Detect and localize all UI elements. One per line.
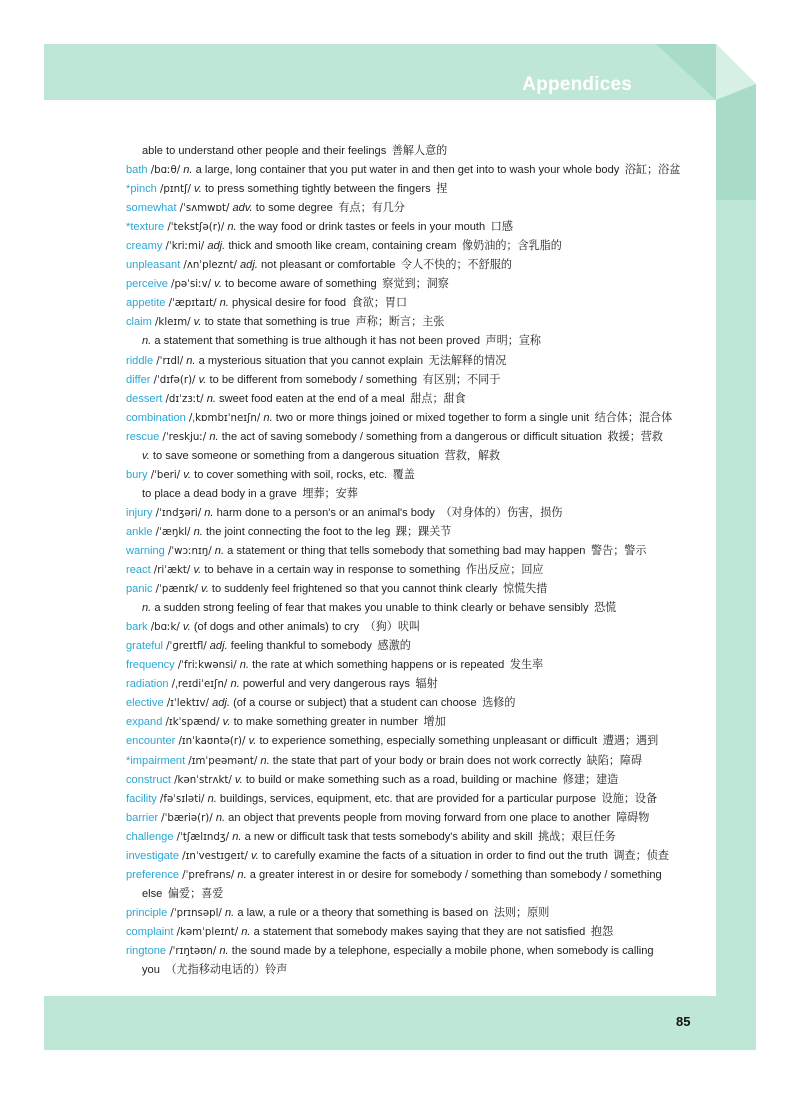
glossary-entry	[126, 218, 716, 237]
entry-word: complaint	[126, 925, 174, 938]
entry-translation: 无法解释的情况	[428, 354, 507, 367]
entry-word: frequency	[126, 659, 175, 672]
glossary-entry	[126, 656, 716, 675]
glossary-entry	[126, 618, 716, 637]
entry-word: rescue	[126, 430, 160, 443]
entry-definition: (of dogs and other animals) to cry	[193, 621, 360, 634]
glossary-entry	[126, 828, 716, 847]
entry-phonetic: /ɪkˈspænd/	[165, 717, 220, 729]
entry-phonetic: /ɪnˈkaʊntə(r)/	[178, 736, 246, 748]
entry-phonetic: /ˈrɪŋtəʊn/	[169, 945, 217, 957]
entry-phonetic: /ˈkriːmi/	[165, 241, 205, 253]
entry-translation: （对身体的）伤害，损伤	[440, 506, 563, 519]
entry-part-of-speech: n.	[186, 354, 196, 367]
entry-word: bath	[126, 164, 148, 177]
glossary-continuation	[126, 142, 716, 161]
entry-part-of-speech: n.	[193, 525, 203, 538]
entry-phonetic: /kəmˈpleɪnt/	[176, 926, 239, 938]
entry-phonetic: /ˈɡreɪtfl/	[166, 641, 207, 653]
entry-definition: to state that something is true	[204, 316, 351, 329]
entry-part-of-speech: v.	[234, 773, 243, 786]
entry-word: differ	[126, 373, 151, 386]
glossary-entry	[126, 809, 716, 828]
entry-translation: 有点；有几分	[338, 202, 405, 215]
entry-definition: to become aware of something	[225, 278, 377, 291]
entry-phonetic: /fəˈsɪləti/	[159, 793, 205, 805]
entry-part-of-speech: n.	[227, 221, 237, 234]
glossary-entry	[126, 580, 716, 599]
glossary-entry	[126, 390, 716, 409]
entry-part-of-speech: adj.	[212, 697, 230, 710]
entry-phonetic: /kleɪm/	[154, 317, 191, 329]
entry-part-of-speech: v.	[251, 849, 259, 862]
entry-word: ringtone	[126, 944, 167, 957]
entry-definition: a mysterious situation that you cannot explain	[198, 354, 424, 367]
entry-translation: 缺陷；障碍	[586, 754, 643, 767]
entry-part-of-speech: v.	[183, 468, 192, 481]
glossary-entry	[126, 504, 716, 523]
glossary-entry	[126, 542, 716, 561]
entry-translation: 偏爱；喜爱	[167, 887, 224, 900]
entry-definition: physical desire for food	[231, 297, 347, 310]
entry-translation: 障碍物	[616, 811, 650, 824]
entry-translation: 救援；营救	[607, 430, 663, 443]
entry-definition: you	[142, 964, 160, 977]
entry-definition: a statement or thing that tells somebody that something bad may happen	[227, 544, 586, 557]
entry-definition: to carefully examine the facts of a situation in order to find out the truth	[261, 849, 608, 862]
entry-definition: the joint connecting the foot to the leg	[205, 525, 391, 538]
entry-part-of-speech: n.	[214, 544, 225, 557]
entry-definition: not pleasant or comfortable	[260, 259, 396, 272]
entry-definition: a law, a rule or a theory that something is based on	[237, 906, 489, 919]
entry-translation: 营救，解救	[444, 449, 501, 462]
entry-word: somewhat	[126, 202, 177, 215]
entry-translation: 修建；建造	[562, 773, 619, 786]
entry-word: challenge	[126, 830, 174, 843]
entry-part-of-speech: n.	[224, 906, 235, 919]
entry-translation: 作出反应；回应	[465, 564, 544, 577]
entry-phonetic: /ˈrɪdl/	[156, 355, 184, 367]
glossary-entry	[126, 637, 716, 656]
entry-definition: the rate at which something happens or is repeated	[252, 659, 505, 672]
entry-definition: to cover something with soil, rocks, etc.	[194, 468, 388, 481]
glossary-entry	[126, 371, 716, 390]
entry-phonetic: /bɑːk/	[150, 622, 180, 634]
glossary-entry	[126, 199, 716, 218]
entry-part-of-speech: n.	[204, 506, 214, 519]
entry-definition: to be different from somebody / something	[209, 373, 418, 386]
glossary-entry	[126, 904, 716, 923]
entry-part-of-speech: n.	[215, 811, 226, 824]
glossary-entry	[126, 161, 716, 180]
glossary-entry	[126, 752, 716, 771]
entry-translation: 警告；警示	[591, 544, 647, 557]
entry-translation: 像奶油的；含乳脂的	[462, 240, 562, 253]
entry-translation: 增加	[423, 716, 446, 729]
entry-part-of-speech: v.	[198, 373, 207, 386]
entry-word: barrier	[126, 811, 159, 824]
entry-definition: (of a course or subject) that a student can choose	[233, 697, 477, 710]
glossary-entry	[126, 675, 716, 694]
entry-definition: harm done to a person's or an animal's body	[216, 506, 435, 519]
entry-definition: thick and smooth like cream, containing cream	[228, 240, 457, 253]
entry-translation: 辐射	[415, 678, 438, 691]
entry-word: react	[126, 564, 151, 577]
entry-part-of-speech: n.	[260, 754, 270, 767]
entry-part-of-speech: n.	[206, 392, 216, 405]
entry-phonetic: /ˈbæriə(r)/	[161, 812, 213, 824]
entry-part-of-speech: v.	[222, 716, 231, 729]
entry-definition: the act of saving somebody / something from a dangerous or difficult situation	[221, 430, 602, 443]
entry-word: *impairment	[126, 754, 186, 767]
glossary-entry	[126, 942, 716, 961]
entry-part-of-speech: v.	[142, 449, 150, 462]
entry-word: construct	[126, 773, 172, 786]
entry-definition: a sudden strong feeling of fear that makes you unable to think clearly or behave sensibly	[154, 602, 589, 615]
glossary-entry	[126, 428, 716, 447]
glossary-entry	[126, 790, 716, 809]
entry-phonetic: /riˈækt/	[153, 565, 191, 577]
entry-translation: 调查；侦查	[613, 849, 669, 862]
entry-phonetic: /ʌnˈpleznt/	[183, 260, 237, 272]
entry-definition: feeling thankful to somebody	[230, 640, 372, 653]
entry-definition: powerful and very dangerous rays	[242, 678, 410, 691]
entry-translation: 察觉到；洞察	[382, 278, 449, 291]
entry-phonetic: /ˈprefrəns/	[182, 869, 235, 881]
entry-part-of-speech: v.	[214, 278, 222, 291]
entry-phonetic: /ˈfriːkwənsi/	[177, 660, 237, 672]
glossary-entry	[126, 466, 716, 485]
entry-word: warning	[126, 544, 165, 557]
entry-translation: （狗）吠叫	[364, 621, 421, 634]
entry-word: ankle	[126, 525, 153, 538]
entry-translation: 踝；踝关节	[395, 525, 452, 538]
entry-phonetic: /ˈdɪfə(r)/	[153, 374, 196, 386]
entry-translation: 感激的	[377, 640, 411, 653]
entry-part-of-speech: n.	[209, 430, 219, 443]
glossary-entry	[126, 313, 716, 332]
glossary-entry	[126, 294, 716, 313]
entry-definition: two or more things joined or mixed together to form a single unit	[275, 411, 590, 424]
entry-translation: 抱怨	[590, 925, 614, 938]
entry-translation: 捏	[436, 183, 448, 196]
entry-definition: sweet food eaten at the end of a meal	[219, 392, 405, 405]
entry-translation: 埋葬；安葬	[302, 487, 358, 500]
entry-phonetic: /ˈpænɪk/	[155, 584, 198, 596]
entry-phonetic: /ˈæŋkl/	[155, 526, 191, 538]
entry-translation: 选修的	[482, 697, 516, 710]
entry-translation: 甜点；甜食	[410, 392, 466, 405]
entry-part-of-speech: n.	[241, 925, 251, 938]
entry-part-of-speech: v.	[193, 316, 202, 329]
entry-word: riddle	[126, 354, 154, 367]
section-title: Appendices	[522, 74, 632, 95]
entry-translation: 食欲；胃口	[351, 297, 408, 310]
entry-definition: to build or make something such as a road, building or machine	[245, 773, 558, 786]
glossary-entry	[126, 275, 716, 294]
entry-phonetic: /ˌreɪdiˈeɪʃn/	[171, 679, 228, 691]
entry-part-of-speech: n.	[207, 792, 217, 805]
glossary-entry	[126, 923, 716, 942]
glossary-continuation	[126, 485, 716, 504]
entry-phonetic: /ˈsʌmwɒt/	[179, 203, 230, 215]
entry-definition: buildings, services, equipment, etc. that are provided for a particular purpose	[219, 792, 597, 805]
page-number: 85	[676, 1014, 691, 1029]
entry-translation: 发生率	[509, 659, 544, 672]
entry-word: encounter	[126, 735, 176, 748]
entry-part-of-speech: v.	[194, 183, 202, 196]
entry-part-of-speech: v.	[193, 564, 202, 577]
glossary-entry	[126, 409, 716, 428]
entry-definition: to save someone or something from a dangerous situation	[152, 449, 440, 462]
entry-word: *texture	[126, 221, 165, 234]
entry-word: principle	[126, 906, 168, 919]
entry-translation: 声称；断言；主张	[355, 316, 445, 329]
glossary-entry	[126, 713, 716, 732]
entry-translation: 覆盖	[392, 468, 415, 481]
entry-translation: 口感	[490, 221, 513, 234]
entry-definition: the sound made by a telephone, especially a mobile phone, when somebody is calling	[231, 944, 654, 957]
entry-definition: to place a dead body in a grave	[142, 487, 297, 500]
entry-translation: 声明；宣称	[485, 335, 542, 348]
entry-translation: 结合体；混合体	[594, 411, 673, 424]
entry-phonetic: /ˈprɪnsəpl/	[170, 907, 222, 919]
entry-word: radiation	[126, 678, 169, 691]
entry-definition: to behave in a certain way in response to something	[204, 564, 461, 577]
entry-word: unpleasant	[126, 259, 181, 272]
glossary-entry	[126, 180, 716, 199]
entry-part-of-speech: n.	[232, 830, 242, 843]
entry-part-of-speech: v.	[201, 583, 209, 596]
entry-word: panic	[126, 583, 153, 596]
entry-translation: 令人不快的；不舒服的	[400, 259, 512, 272]
glossary-continuation	[126, 332, 716, 351]
entry-definition: an object that prevents people from moving forward from one place to another	[228, 811, 611, 824]
glossary-continuation	[126, 885, 716, 904]
entry-translation: 遭遇；遇到	[602, 735, 659, 748]
entry-definition: a greater interest in or desire for somebody / something than somebody / something	[249, 868, 662, 881]
glossary-entry	[126, 256, 716, 275]
entry-word: injury	[126, 506, 153, 519]
entry-phonetic: /dɪˈzɜːt/	[165, 393, 204, 405]
entry-word: appetite	[126, 297, 166, 310]
entry-phonetic: /ɪˈlektɪv/	[166, 698, 209, 710]
entry-phonetic: /ˌkɒmbɪˈneɪʃn/	[188, 412, 261, 424]
entry-word: elective	[126, 697, 164, 710]
footer-band	[44, 996, 756, 1050]
entry-definition: a new or difficult task that tests somebody's ability and skill	[244, 830, 533, 843]
entry-word: combination	[126, 411, 186, 424]
entry-definition: a statement that something is true although it has not been proved	[154, 335, 480, 348]
entry-part-of-speech: adv.	[232, 202, 253, 215]
entry-part-of-speech: n.	[237, 868, 247, 881]
entry-translation: 善解人意的	[391, 145, 448, 157]
entry-phonetic: /pəˈsiːv/	[171, 279, 212, 291]
entry-word: grateful	[126, 640, 164, 653]
entry-part-of-speech: v.	[182, 621, 191, 634]
glossary-entry	[126, 352, 716, 371]
entry-phonetic: /ɪmˈpeəmənt/	[188, 755, 258, 767]
entry-phonetic: /ˈtekstʃə(r)/	[167, 222, 225, 234]
entry-part-of-speech: v.	[248, 735, 257, 748]
glossary-continuation	[126, 599, 716, 618]
glossary-entry	[126, 771, 716, 790]
entry-translation: 浴缸；浴盆	[624, 164, 681, 177]
glossary-continuation	[126, 961, 716, 980]
glossary-entry	[126, 694, 716, 713]
entry-definition: to press something tightly between the fingers	[204, 183, 431, 196]
entry-part-of-speech: adj.	[240, 259, 258, 272]
entry-word: investigate	[126, 849, 180, 862]
entry-translation: 有区别；不同于	[422, 373, 501, 386]
glossary-continuation	[126, 447, 716, 466]
entry-translation: 挑战；艰巨任务	[538, 830, 616, 843]
entry-word: bury	[126, 468, 148, 481]
entry-part-of-speech: adj.	[209, 640, 228, 653]
entry-word: preference	[126, 868, 180, 881]
entry-part-of-speech: n.	[230, 678, 240, 691]
entry-part-of-speech: adj.	[207, 240, 226, 253]
entry-part-of-speech: n.	[142, 335, 152, 348]
glossary-entry	[126, 561, 716, 580]
entry-translation: 惊慌失措	[503, 583, 548, 596]
entry-word: bark	[126, 621, 148, 634]
entry-part-of-speech: n.	[183, 164, 193, 177]
entry-part-of-speech: n.	[219, 297, 229, 310]
entry-definition: to some degree	[255, 202, 333, 215]
entry-word: perceive	[126, 278, 168, 291]
entry-translation: 法则；原则	[493, 906, 550, 919]
entry-phonetic: /ˈberi/	[150, 469, 181, 481]
entry-definition: to make something greater in number	[233, 716, 418, 729]
entry-phonetic: /bɑːθ/	[150, 165, 181, 177]
entry-phonetic: /ˈwɔːnɪŋ/	[167, 545, 212, 557]
entry-part-of-speech: n.	[142, 602, 152, 615]
entry-translation: 恐慌	[594, 602, 617, 615]
entry-word: dessert	[126, 392, 163, 405]
glossary-entry	[126, 523, 716, 542]
entry-phonetic: /ɪnˈvestɪɡeɪt/	[182, 850, 248, 862]
entry-phonetic: /ˈæpɪtaɪt/	[168, 298, 217, 310]
entry-phonetic: /pɪntʃ/	[159, 184, 191, 196]
entry-translation: 设施；设备	[601, 792, 658, 805]
entry-definition: to experience something, especially something unpleasant or difficult	[259, 735, 598, 748]
entry-word: claim	[126, 316, 152, 329]
entry-definition: else	[142, 887, 163, 900]
entry-phonetic: /ˈtʃælɪndʒ/	[176, 831, 230, 843]
entry-word: creamy	[126, 240, 163, 253]
glossary-entry	[126, 866, 716, 885]
entry-definition: a statement that somebody makes saying that they are not satisfied	[253, 925, 586, 938]
entry-part-of-speech: n.	[239, 659, 249, 672]
glossary-list	[126, 142, 716, 980]
entry-translation: （尤指移动电话的）铃声	[165, 964, 288, 977]
entry-definition: to suddenly feel frightened so that you cannot think clearly	[211, 583, 498, 596]
entry-phonetic: /kənˈstrʌkt/	[174, 774, 232, 786]
entry-word: expand	[126, 716, 163, 729]
entry-definition: the way food or drink tastes or feels in your mouth	[239, 221, 486, 234]
glossary-entry	[126, 237, 716, 256]
glossary-entry	[126, 847, 716, 866]
entry-definition: able to understand other people and their feelings	[142, 145, 387, 157]
glossary-entry	[126, 732, 716, 751]
entry-definition: a large, long container that you put water in and then get into to wash your whole body	[195, 164, 620, 177]
entry-definition: the state that part of your body or brain does not work correctly	[272, 754, 582, 767]
entry-word: *pinch	[126, 183, 157, 196]
entry-part-of-speech: n.	[263, 411, 273, 424]
entry-word: facility	[126, 792, 157, 805]
entry-part-of-speech: n.	[219, 944, 229, 957]
entry-phonetic: /ˈɪndʒəri/	[155, 507, 202, 519]
entry-phonetic: /ˈreskjuː/	[162, 431, 207, 443]
